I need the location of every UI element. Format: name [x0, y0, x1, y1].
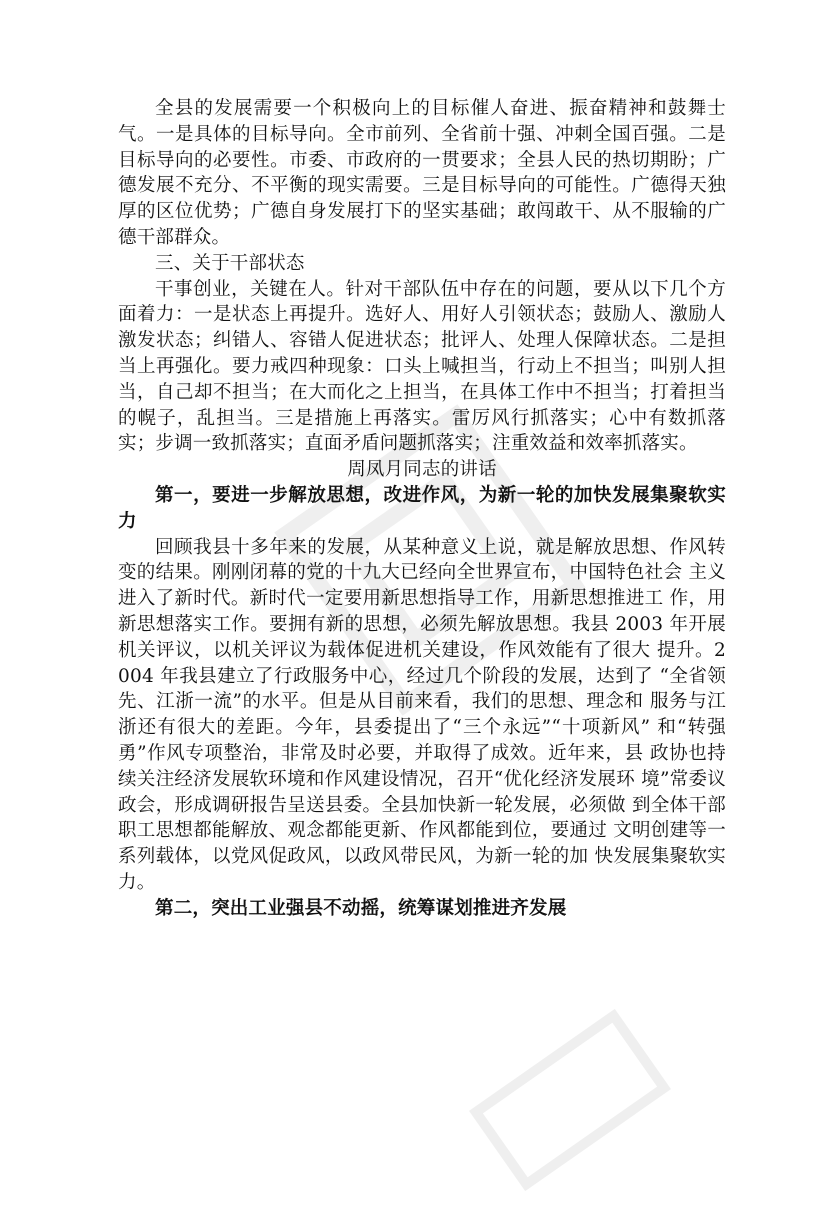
subsection-heading: 第一，要进一步解放思想，改进作风，为新一轮的加快发展集聚软实力	[118, 484, 726, 532]
paragraph: 干事创业，关键在人。针对干部队伍中存在的问题，要从以下几个方面着力：一是状态上再提升。选好人、用好人引领状态；鼓励人、激励人激发状态；纠错人、容错人促进状态；批评人、处理人保障状态。二是担当上再强化。要力戒四种现象：口头上喊担当，行动上不担当；叫别人担当，自己却不担当；在大而化之上担当，在具体工作中不担当；打着担当的幌子，乱担当。三是措施上再落实。雷厉风行抓落实；心中有数抓落实；步调一致抓落实；直面矛盾问题抓落实；注重效益和效率抓落实。	[118, 278, 726, 455]
watermark-icon	[454, 993, 687, 1206]
paragraph: 全县的发展需要一个积极向上的目标催人奋进、振奋精神和鼓舞士气。一是具体的目标导向。全市前列、全省前十强、冲刺全国百强。二是目标导向的必要性。市委、市政府的一贯要求；全县人民的热切期盼；广德发展不充分、不平衡的现实需要。三是目标导向的可能性。广德得天独厚的区位优势；广德自身发展打下的坚实基础；敢闯敢干、从不服输的广德干部群众。	[118, 98, 726, 248]
paragraph: 回顾我县十多年来的发展，从某种意义上说，就是解放思想、作风转变的结果。刚刚闭幕的党的十九大已经向全世界宣布，中国特色社会 主义进入了新时代。新时代一定要用新思想指导工作，用新思想推进工 作，用新思想落实工作。要拥有新的思想，必须先解放思想。我县 2003 年开展机关评议，以机关评议为载体促进机关建设，作风效能有了很大 提升。2004 年我县建立了行政服务中心，经过几个阶段的发展，达到了 “全省领先、江浙一流”的水平。但是从目前来看，我们的思想、理念和 服务与江浙还有很大的差距。今年，县委提出了“三个永远”“十项新风” 和“转强勇”作风专项整治，非常及时必要，并取得了成效。近年来，县 政协也持续关注经济发展软环境和作风建设情况，召开“优化经济发展环 境”常委议政会，形成调研报告呈送县委。全县加快新一轮发展，必须做 到全体干部职工思想都能解放、观念都能更新、作风都能到位，要通过 文明创建等一系列载体，以党风促政风，以政风带民风，为新一轮的加 快发展集聚软实力。	[118, 536, 726, 893]
section-heading: 三、关于干部状态	[155, 252, 305, 274]
speech-title: 周凤月同志的讲话	[347, 459, 497, 481]
document-body	[118, 96, 726, 922]
subsection-heading: 第二，突出工业强县不动摇，统筹谋划推进齐发展	[155, 897, 567, 919]
